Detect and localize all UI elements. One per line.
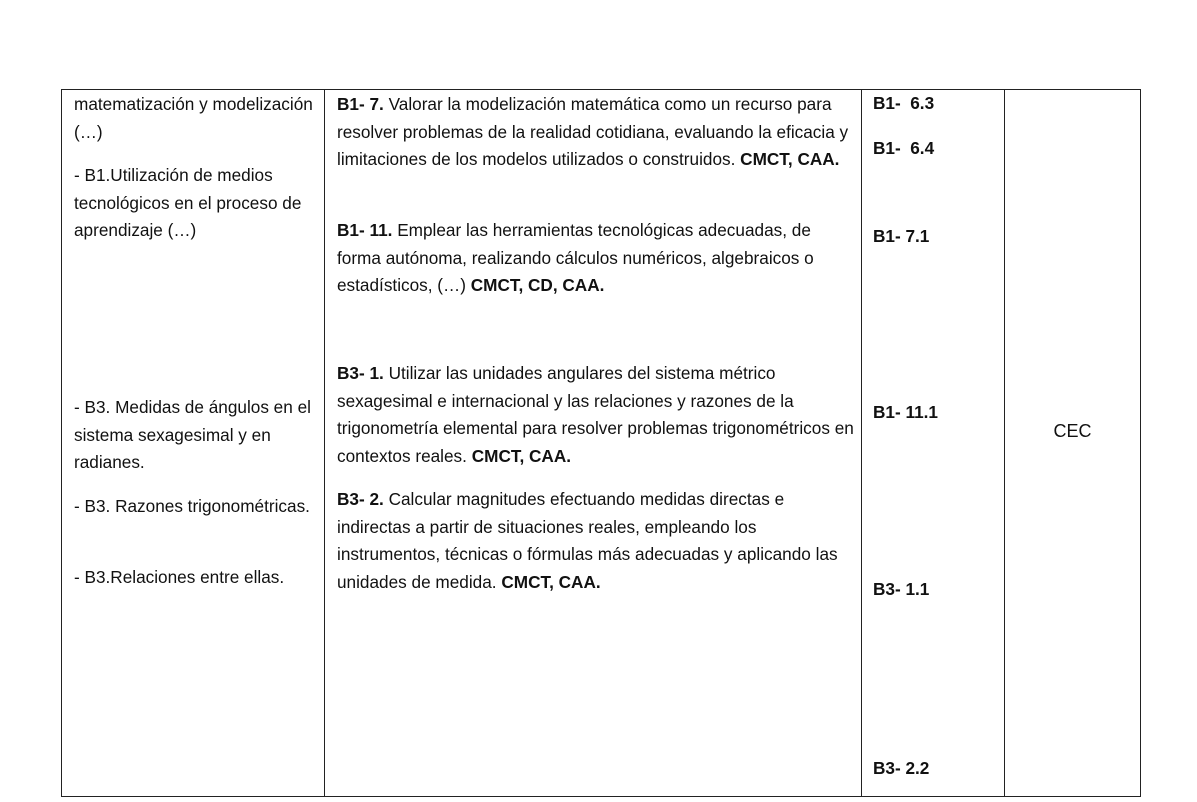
cec-label: CEC [1053, 421, 1092, 441]
contenido-item: matematización y modelización (…) [74, 94, 313, 142]
criterio-competencias: CMCT, CAA. [471, 445, 572, 466]
criterio-item [337, 360, 857, 470]
competencias-column [1005, 90, 1140, 796]
criterio-competencias: CMCT, CAA. [740, 149, 840, 169]
estandares-column [862, 90, 1005, 796]
contenido-item: - B1.Utilización de medios tecnológicos en el proceso de aprendizaje (…) [74, 165, 302, 240]
contenido-item: - B3. Razones trigonométricas. [74, 496, 310, 516]
criterio-text: Calcular magnitudes efectuando medidas directas e indirectas a partir de situaciones reales, empleando los instrumentos, técnicas o fórmulas más adecuadas y aplicando las unidades de medida. [337, 489, 838, 592]
criterio-code: B3- 2. [337, 489, 384, 509]
criterio-code: B1- 11. [337, 220, 393, 240]
criterio-competencias: CMCT, CAA. [501, 571, 601, 592]
criterio-code: B3- 1. [337, 363, 384, 383]
criterio-item [337, 486, 857, 596]
estandar-item: B1- 7.1 [873, 226, 930, 246]
contenido-item: - B3. Medidas de ángulos en el sistema sexagesimal y en radianes. [74, 397, 311, 472]
estandar-item: B3- 2.2 [873, 758, 930, 778]
criterio-item [337, 217, 857, 300]
estandar-item: B1- 6.4 [873, 138, 935, 158]
criterio-item [337, 91, 857, 174]
estandar-item: B1- 6.3 [873, 93, 935, 113]
criterio-text: Valorar la modelización matemática como un recurso para resolver problemas de la realidad cotidiana, evaluando la eficacia y limitaciones de los modelos utilizados o construidos. [337, 94, 849, 169]
estandar-item: B3- 1.1 [873, 579, 930, 599]
contenido-item: - B3.Relaciones entre ellas. [74, 567, 285, 587]
contenidos-column [62, 90, 325, 796]
criterio-text: Emplear las herramientas tecnológicas adecuadas, de forma autónoma, realizando cálculos numéricos, algebraicos o estadísticos, (…) [337, 220, 814, 295]
criterio-code: B1- 7. [337, 94, 384, 114]
estandar-item: B1- 11.1 [873, 402, 938, 422]
criterio-text: Utilizar las unidades angulares del sistema métrico sexagesimal e internacional y las relaciones y razones de la trigonometría elemental para resolver problemas trigonométricos en contextos reales. [337, 363, 854, 466]
curriculum-table [61, 89, 1141, 797]
criterios-column [325, 90, 862, 796]
criterio-competencias: CMCT, CD, CAA. [470, 275, 605, 295]
